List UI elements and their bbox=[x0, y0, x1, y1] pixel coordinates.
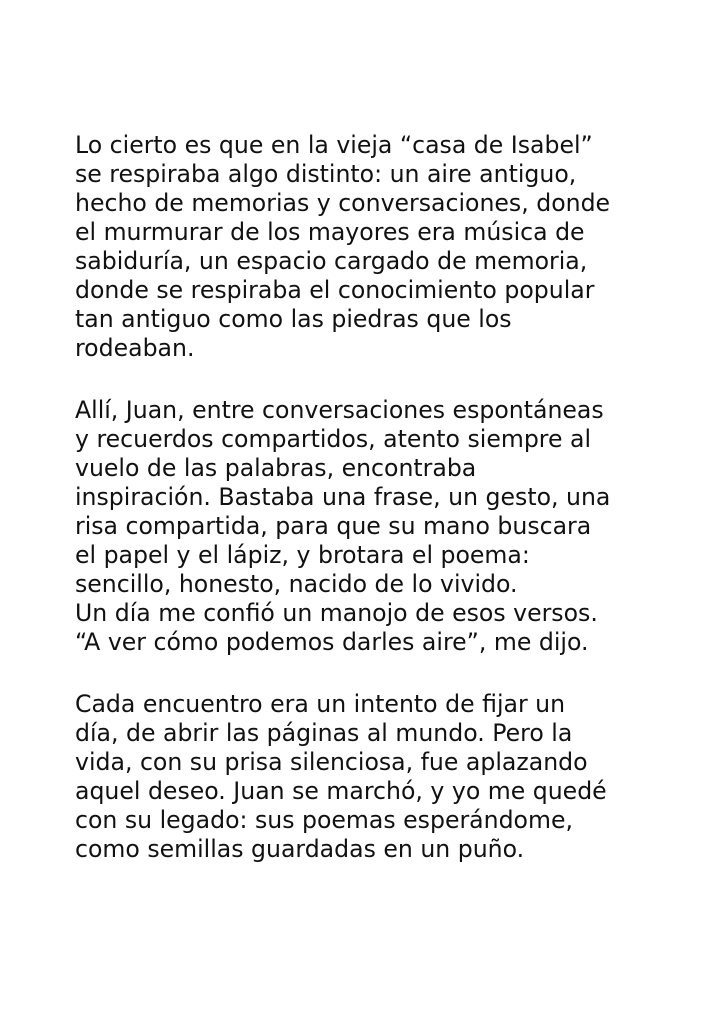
text-line: el murmurar de los mayores era música de bbox=[75, 218, 585, 246]
text-line: Lo cierto es que en la vieja “casa de Isabel” bbox=[75, 131, 593, 159]
text-line: “A ver cómo podemos darles aire”, me dijo. bbox=[75, 628, 589, 656]
text-line: vuelo de las palabras, encontraba bbox=[75, 454, 477, 482]
text-line: sabiduría, un espacio cargado de memoria, bbox=[75, 247, 588, 275]
text-line: tan antiguo como las piedras que los bbox=[75, 305, 512, 333]
text-line: el papel y el lápiz, y brotara el poema: bbox=[75, 541, 530, 569]
text-line: donde se respiraba el conocimiento popular bbox=[75, 276, 595, 304]
text-line: con su legado: sus poemas esperándome, bbox=[75, 806, 573, 834]
text-line: Cada encuentro era un intento de fijar un bbox=[75, 690, 566, 718]
text-line: aquel deseo. Juan se marchó, y yo me quedé bbox=[75, 777, 607, 805]
text-line: rodeaban. bbox=[75, 334, 195, 362]
text-line: sencillo, honesto, nacido de lo vivido. bbox=[75, 570, 518, 598]
text-line: vida, con su prisa silenciosa, fue aplazando bbox=[75, 748, 588, 776]
paragraph-1 bbox=[75, 131, 675, 363]
text-line: inspiración. Bastaba una frase, un gesto, una bbox=[75, 483, 611, 511]
text-line: risa compartida, para que su mano buscara bbox=[75, 512, 592, 540]
text-line: como semillas guardadas en un puño. bbox=[75, 835, 525, 863]
text-line: y recuerdos compartidos, atento siempre al bbox=[75, 425, 592, 453]
paragraph-3 bbox=[75, 690, 675, 864]
text-line: día, de abrir las páginas al mundo. Pero la bbox=[75, 719, 573, 747]
text-line: Allí, Juan, entre conversaciones espontáneas bbox=[75, 396, 604, 424]
text-line: se respiraba algo distinto: un aire antiguo, bbox=[75, 160, 577, 188]
text-line: Un día me confió un manojo de esos versos. bbox=[75, 599, 598, 627]
text-line: hecho de memorias y conversaciones, donde bbox=[75, 189, 611, 217]
paragraph-2 bbox=[75, 396, 675, 657]
